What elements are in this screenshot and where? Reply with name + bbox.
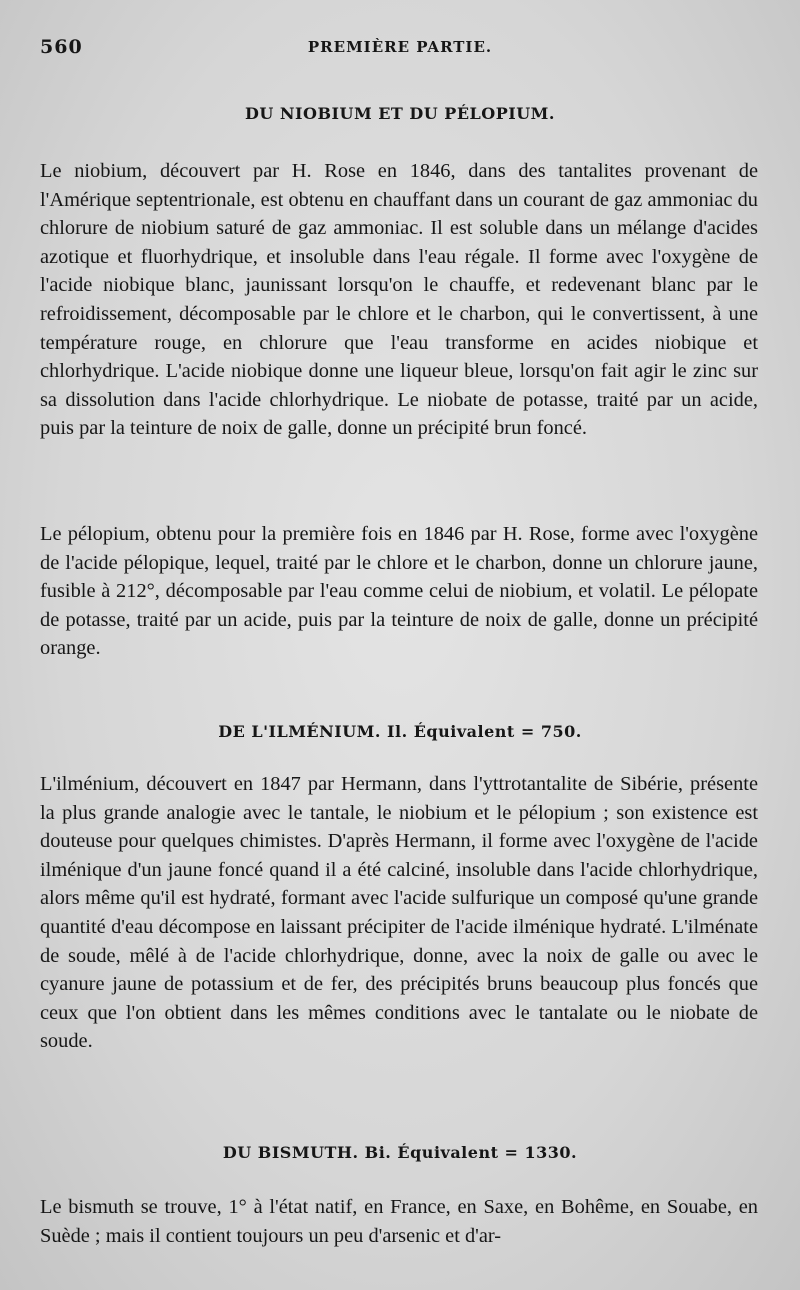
section-title-bismuth: DU BISMUTH. Bi. Équivalent = 1330. [222, 1143, 578, 1162]
page-header [40, 36, 760, 60]
section-title-ilmenium: DE L'ILMÉNIUM. Il. Équivalent = 750. [218, 722, 582, 741]
paragraph-niobium: Le niobium, découvert par H. Rose en 1846, dans des tantalites provenant de l'Amérique septentrionale, est obtenu en chauffant dans un courant de gaz ammoniac du chlorure de niobium saturé de gaz ammoniac. Il est soluble dans un mélange d'acides azotique et fluorhydrique, et insoluble dans l'eau régale. Il forme avec l'oxygène de l'acide niobique blanc, jaunissant lorsqu'on le chauffe, et redevenant blanc par le refroidissement, décomposable par le chlore et le charbon, qui le convertissent, à une température rouge, en chlorure que l'eau transforme en acides niobique et chlorhydrique. L'acide niobique donne une liqueur bleue, lorsqu'on fait agir le zinc sur sa dissolution dans l'acide chlorhydrique. Le niobate de potasse, traité par un acide, puis par la teinture de noix de galle, donne un précipité brun foncé. [40, 160, 758, 440]
paragraph-pelopium: Le pélopium, obtenu pour la première fois en 1846 par H. Rose, forme avec l'oxygène de l'acide pélopique, lequel, traité par le chlore et le charbon, donne un chlorure jaune, fusible à 212°, décomposable par l'eau comme celui de niobium, et volatil. Le pélopate de potasse, traité par un acide, puis par la teinture de noix de galle, donne un précipité orange. [40, 523, 758, 660]
page-number: 560 [40, 36, 83, 58]
section-title-niobium: DU NIOBIUM ET DU PÉLOPIUM. [245, 104, 555, 123]
paragraph-ilmenium: L'ilménium, découvert en 1847 par Hermann, dans l'yttrotantalite de Sibérie, présente la plus grande analogie avec le tantale, le niobium et le pélopium ; son existence est douteuse pour quelques chimistes. D'après Hermann, il forme avec l'oxygène de l'acide ilménique d'un jaune foncé quand il a été calciné, insoluble dans l'acide chlorhydrique, alors même qu'il est hydraté, formant avec l'acide sulfurique un composé qu'une grande quantité d'eau décompose en laissant précipiter de l'acide ilménique hydraté. L'ilménate de soude, mêlé à de l'acide chlorhydrique, donne, avec la noix de galle ou avec le cyanure jaune de potassium et de fer, des précipités bruns beaucoup plus foncés que ceux que l'on obtient dans les mêmes conditions avec le tantalate ou le niobate de soude. [40, 773, 758, 1053]
paragraph-bismuth: Le bismuth se trouve, 1° à l'état natif, en France, en Saxe, en Bohême, en Souabe, en Suède ; mais il contient toujours un peu d'arsenic et d'ar- [40, 1196, 758, 1247]
running-title: PREMIÈRE PARTIE. [307, 38, 493, 56]
